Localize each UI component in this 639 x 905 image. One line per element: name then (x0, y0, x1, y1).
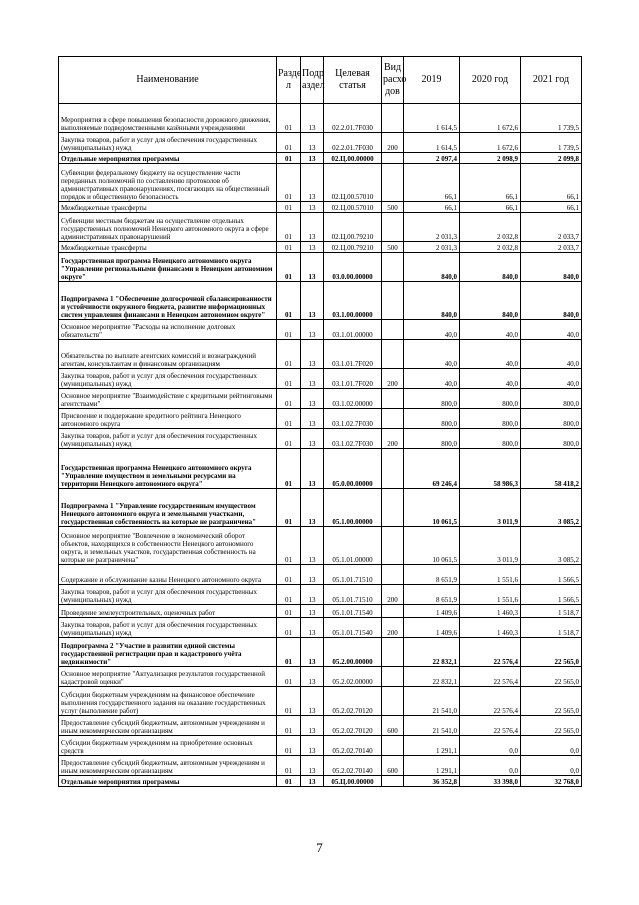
cell-expense-type (382, 638, 404, 667)
cell-2019: 1 614,5 (404, 133, 460, 153)
cell-2019: 22 832,1 (404, 667, 460, 687)
cell-subsection: 13 (301, 527, 324, 565)
cell-2020: 40,0 (460, 369, 521, 389)
cell-2020: 1 460,3 (460, 605, 521, 618)
table-row (59, 776, 582, 787)
cell-target: 05.1.01.71540 (324, 618, 382, 638)
cell-section: 01 (277, 409, 301, 429)
table-row (59, 736, 582, 756)
cell-name: Закупка товаров, работ и услуг для обеспечения государственных (муниципальных) нужд (59, 369, 277, 389)
cell-name: Межбюджетные трансферты (59, 242, 277, 253)
table-row (59, 164, 582, 202)
table-row (59, 618, 582, 638)
cell-2019: 2 031,3 (404, 242, 460, 253)
cell-section: 01 (277, 489, 301, 527)
cell-2021: 2 099,8 (521, 153, 582, 164)
table-row (59, 667, 582, 687)
cell-2019: 2 031,3 (404, 213, 460, 242)
cell-section: 01 (277, 389, 301, 409)
cell-expense-type: 200 (382, 585, 404, 605)
cell-subsection: 13 (301, 716, 324, 736)
cell-subsection: 13 (301, 253, 324, 282)
cell-subsection: 13 (301, 153, 324, 164)
cell-2021: 1 518,7 (521, 605, 582, 618)
cell-target: 03.1.02.7F030 (324, 409, 382, 429)
cell-2020: 2 098,9 (460, 153, 521, 164)
cell-2020: 22 576,4 (460, 716, 521, 736)
cell-section: 01 (277, 429, 301, 449)
cell-name: Основное мероприятие "Расходы на исполнение долговых обязательств" (59, 320, 277, 340)
cell-name: Подпрограмма 2 "Участие в развитии единой системы государственной регистрации прав и кадастрового учёта недвижимости" (59, 638, 277, 667)
cell-expense-type: 500 (382, 202, 404, 213)
cell-2020: 1 672,6 (460, 133, 521, 153)
cell-2021: 0,0 (521, 756, 582, 776)
cell-section: 01 (277, 340, 301, 369)
cell-section: 01 (277, 585, 301, 605)
cell-name: Основное мероприятие "Взаимодействие с кредитными рейтинговыми агентствами" (59, 389, 277, 409)
cell-2021: 1 739,5 (521, 104, 582, 133)
cell-2021: 22 565,0 (521, 667, 582, 687)
cell-expense-type: 200 (382, 618, 404, 638)
cell-expense-type: 200 (382, 369, 404, 389)
table-row (59, 489, 582, 527)
cell-target: 02.2.01.7F030 (324, 104, 382, 133)
cell-name: Межбюджетные трансферты (59, 202, 277, 213)
cell-name: Закупка товаров, работ и услуг для обеспечения государственных (муниципальных) нужд (59, 618, 277, 638)
cell-name: Основное мероприятие "Актуализация результатов государственной кадастровой оценки" (59, 667, 277, 687)
table-row (59, 389, 582, 409)
cell-2020: 58 986,3 (460, 449, 521, 489)
cell-2021: 40,0 (521, 369, 582, 389)
table-row (59, 565, 582, 585)
cell-subsection: 13 (301, 369, 324, 389)
cell-name: Подпрограмма 1 "Обеспечение долгосрочной сбалансированности и устойчивости окружного бюджета, развитие информационных систем управления финансами в Ненецком автономном округе" (59, 282, 277, 320)
cell-name: Закупка товаров, работ и услуг для обеспечения государственных (муниципальных) нужд (59, 585, 277, 605)
cell-name: Субсидии бюджетным учреждениям на приобретение основных средств (59, 736, 277, 756)
cell-target: 05.2.02.70140 (324, 756, 382, 776)
cell-name: Отдельные мероприятия программы (59, 153, 277, 164)
cell-subsection: 13 (301, 489, 324, 527)
cell-2019: 66,1 (404, 202, 460, 213)
table-row (59, 409, 582, 429)
table-row (59, 638, 582, 667)
cell-2021: 1 739,5 (521, 133, 582, 153)
header-expense-type: Вид расхо дов (382, 57, 404, 104)
cell-subsection: 13 (301, 756, 324, 776)
cell-name: Государственная программа Ненецкого автономного округа "Управление имуществом и земельными ресурсами на территории Ненецкого автономного округа" (59, 449, 277, 489)
cell-target: 02.Ц.00.57010 (324, 202, 382, 213)
cell-name: Закупка товаров, работ и услуг для обеспечения государственных (муниципальных) нужд (59, 133, 277, 153)
cell-target: 05.2.02.70120 (324, 716, 382, 736)
cell-2021: 3 085,2 (521, 527, 582, 565)
cell-expense-type (382, 389, 404, 409)
table-row (59, 213, 582, 242)
cell-2020: 22 576,4 (460, 667, 521, 687)
cell-name: Предоставление субсидий бюджетным, автономным учреждениям и иным некоммерческим организациям (59, 716, 277, 736)
cell-expense-type (382, 213, 404, 242)
cell-2020: 0,0 (460, 756, 521, 776)
cell-expense-type (382, 776, 404, 787)
cell-2019: 40,0 (404, 369, 460, 389)
cell-2019: 40,0 (404, 340, 460, 369)
cell-name: Субвенции федеральному бюджету на осуществление части переданных полномочий по составлению протоколов об административных правонарушениях, посягающих на общественный порядок и общественную безопасность (59, 164, 277, 202)
page-number: 7 (316, 840, 323, 855)
cell-subsection: 13 (301, 242, 324, 253)
cell-name: Субвенции местным бюджетам на осуществление отдельных государственных полномочий Ненецкого автономного округа в сфере административных правонарушений (59, 213, 277, 242)
cell-2020: 66,1 (460, 164, 521, 202)
cell-2020: 840,0 (460, 253, 521, 282)
cell-target: 05.1.01.00000 (324, 527, 382, 565)
cell-target: 03.1.02.7F030 (324, 429, 382, 449)
cell-name: Предоставление субсидий бюджетным, автономным учреждениям и иным некоммерческим организациям (59, 756, 277, 776)
cell-name: Обязательства по выплате агентских комиссий и вознаграждений агентам, консультантам и финансовым организациям (59, 340, 277, 369)
cell-2020: 1 551,6 (460, 565, 521, 585)
cell-2019: 40,0 (404, 320, 460, 340)
cell-name: Мероприятия в сфере повышения безопасности дорожного движения, выполняемые подведомственными казёнными учреждениями (59, 104, 277, 133)
cell-subsection: 13 (301, 389, 324, 409)
cell-name: Государственная программа Ненецкого автономного округа "Управление региональными финансами в Ненецком автономном округе" (59, 253, 277, 282)
cell-target: 05.2.02.00000 (324, 667, 382, 687)
cell-2019: 840,0 (404, 253, 460, 282)
cell-section: 01 (277, 687, 301, 716)
cell-2019: 840,0 (404, 282, 460, 320)
cell-2020: 33 398,0 (460, 776, 521, 787)
cell-2021: 40,0 (521, 320, 582, 340)
cell-2019: 2 097,4 (404, 153, 460, 164)
cell-section: 01 (277, 618, 301, 638)
cell-subsection: 13 (301, 409, 324, 429)
cell-name: Закупка товаров, работ и услуг для обеспечения государственных (муниципальных) нужд (59, 429, 277, 449)
table-row (59, 202, 582, 213)
table-row (59, 605, 582, 618)
table-row (59, 756, 582, 776)
cell-2021: 22 565,0 (521, 687, 582, 716)
cell-2021: 1 518,7 (521, 618, 582, 638)
header-subsection: Подр аздел (301, 57, 324, 104)
cell-2021: 22 565,0 (521, 716, 582, 736)
cell-2019: 1 291,1 (404, 756, 460, 776)
cell-target: 05.2.02.70140 (324, 736, 382, 756)
cell-section: 01 (277, 104, 301, 133)
cell-subsection: 13 (301, 282, 324, 320)
cell-subsection: 13 (301, 618, 324, 638)
cell-section: 01 (277, 756, 301, 776)
cell-section: 01 (277, 449, 301, 489)
cell-section: 01 (277, 565, 301, 585)
cell-section: 01 (277, 736, 301, 756)
cell-section: 01 (277, 320, 301, 340)
cell-section: 01 (277, 369, 301, 389)
cell-2021: 40,0 (521, 340, 582, 369)
cell-expense-type (382, 527, 404, 565)
cell-target: 05.Ц.00.00000 (324, 776, 382, 787)
table-row (59, 133, 582, 153)
cell-2019: 800,0 (404, 409, 460, 429)
cell-2019: 22 832,1 (404, 638, 460, 667)
cell-target: 03.1.01.00000 (324, 320, 382, 340)
cell-2021: 800,0 (521, 389, 582, 409)
table-row (59, 253, 582, 282)
header-2019: 2019 (404, 57, 460, 104)
cell-target: 02.Ц.00.79210 (324, 213, 382, 242)
cell-target: 02.Ц.00.79210 (324, 242, 382, 253)
cell-expense-type (382, 605, 404, 618)
cell-target: 03.0.00.00000 (324, 253, 382, 282)
cell-section: 01 (277, 776, 301, 787)
cell-target: 02.Ц.00.57010 (324, 164, 382, 202)
cell-2021: 0,0 (521, 736, 582, 756)
cell-section: 01 (277, 282, 301, 320)
cell-expense-type (382, 164, 404, 202)
cell-target: 03.1.00.00000 (324, 282, 382, 320)
cell-section: 01 (277, 253, 301, 282)
cell-2021: 3 085,2 (521, 489, 582, 527)
cell-section: 01 (277, 153, 301, 164)
cell-2021: 1 566,5 (521, 585, 582, 605)
cell-2021: 840,0 (521, 282, 582, 320)
cell-2020: 840,0 (460, 282, 521, 320)
table-row (59, 449, 582, 489)
cell-target: 03.1.01.7F020 (324, 369, 382, 389)
cell-subsection: 13 (301, 687, 324, 716)
cell-2019: 69 246,4 (404, 449, 460, 489)
header-target: Целевая статья (324, 57, 382, 104)
cell-expense-type (382, 687, 404, 716)
cell-section: 01 (277, 667, 301, 687)
cell-name: Субсидии бюджетным учреждениям на финансовое обеспечение выполнения государственного задания на оказание государственных услуг (выполнение работ) (59, 687, 277, 716)
header-2021: 2021 год (521, 57, 582, 104)
cell-2020: 0,0 (460, 736, 521, 756)
cell-2021: 1 566,5 (521, 565, 582, 585)
cell-subsection: 13 (301, 213, 324, 242)
cell-expense-type (382, 667, 404, 687)
header-2020: 2020 год (460, 57, 521, 104)
cell-subsection: 13 (301, 605, 324, 618)
table-body (59, 104, 582, 787)
cell-2019: 1 409,6 (404, 618, 460, 638)
cell-2020: 66,1 (460, 202, 521, 213)
cell-2019: 66,1 (404, 164, 460, 202)
cell-2020: 40,0 (460, 320, 521, 340)
cell-target: 02.2.01.7F030 (324, 133, 382, 153)
cell-target: 05.1.00.00000 (324, 489, 382, 527)
cell-2019: 800,0 (404, 429, 460, 449)
cell-expense-type: 500 (382, 242, 404, 253)
cell-section: 01 (277, 716, 301, 736)
cell-2021: 22 565,0 (521, 638, 582, 667)
cell-2021: 840,0 (521, 253, 582, 282)
cell-name: Основное мероприятие "Вовлечение в экономический оборот объектов, находящихся в собственности Ненецкого автономного округа, и земельных участков, государственная собственность на которые не разграничена" (59, 527, 277, 565)
cell-expense-type (382, 340, 404, 369)
cell-name: Отдельные мероприятия программы (59, 776, 277, 787)
cell-2021: 2 033,7 (521, 242, 582, 253)
table-row (59, 687, 582, 716)
cell-2020: 800,0 (460, 409, 521, 429)
cell-target: 05.2.02.70120 (324, 687, 382, 716)
cell-2021: 66,1 (521, 164, 582, 202)
cell-2020: 40,0 (460, 340, 521, 369)
table-row (59, 104, 582, 133)
cell-2019: 800,0 (404, 389, 460, 409)
cell-2019: 10 061,5 (404, 527, 460, 565)
cell-name: Присвоение и поддержание кредитного рейтинга Ненецкого автономного округа (59, 409, 277, 429)
cell-2020: 800,0 (460, 429, 521, 449)
cell-subsection: 13 (301, 449, 324, 489)
cell-target: 02.Ц.00.00000 (324, 153, 382, 164)
cell-2019: 1 409,6 (404, 605, 460, 618)
cell-name: Содержание и обслуживание казны Ненецкого автономного округа (59, 565, 277, 585)
cell-2021: 66,1 (521, 202, 582, 213)
cell-expense-type (382, 104, 404, 133)
cell-expense-type (382, 282, 404, 320)
cell-expense-type (382, 565, 404, 585)
table-row (59, 242, 582, 253)
cell-target: 03.1.01.7F020 (324, 340, 382, 369)
cell-2020: 2 032,8 (460, 242, 521, 253)
cell-expense-type (382, 409, 404, 429)
cell-subsection: 13 (301, 202, 324, 213)
table-row (59, 716, 582, 736)
cell-expense-type (382, 253, 404, 282)
cell-subsection: 13 (301, 133, 324, 153)
table-row (59, 282, 582, 320)
cell-expense-type (382, 153, 404, 164)
cell-2020: 1 460,3 (460, 618, 521, 638)
table-row (59, 153, 582, 164)
cell-2020: 3 011,9 (460, 527, 521, 565)
cell-expense-type (382, 736, 404, 756)
cell-expense-type: 200 (382, 133, 404, 153)
cell-subsection: 13 (301, 776, 324, 787)
cell-target: 05.2.00.00000 (324, 638, 382, 667)
table-row (59, 340, 582, 369)
cell-target: 05.0.00.00000 (324, 449, 382, 489)
cell-2019: 1 291,1 (404, 736, 460, 756)
cell-expense-type: 600 (382, 756, 404, 776)
cell-expense-type (382, 320, 404, 340)
table-header-row (59, 57, 582, 104)
cell-subsection: 13 (301, 320, 324, 340)
budget-table (58, 56, 582, 787)
cell-target: 03.1.02.00000 (324, 389, 382, 409)
cell-expense-type: 200 (382, 429, 404, 449)
cell-name: Подпрограмма 1 "Управление государственным имуществом Ненецкого автономного округа и земельными участками, государственная собственность на которые не разграничена" (59, 489, 277, 527)
cell-name: Проведение землеустроительных, оценочных работ (59, 605, 277, 618)
cell-2020: 800,0 (460, 389, 521, 409)
cell-2020: 22 576,4 (460, 638, 521, 667)
cell-target: 05.1.01.71540 (324, 605, 382, 618)
cell-2021: 58 418,2 (521, 449, 582, 489)
cell-2019: 36 352,8 (404, 776, 460, 787)
cell-2021: 800,0 (521, 409, 582, 429)
cell-2020: 1 551,6 (460, 585, 521, 605)
cell-subsection: 13 (301, 164, 324, 202)
cell-subsection: 13 (301, 667, 324, 687)
cell-section: 01 (277, 527, 301, 565)
cell-expense-type: 600 (382, 716, 404, 736)
cell-2019: 21 541,0 (404, 716, 460, 736)
cell-2020: 3 011,9 (460, 489, 521, 527)
cell-section: 01 (277, 605, 301, 618)
cell-2019: 21 541,0 (404, 687, 460, 716)
cell-section: 01 (277, 638, 301, 667)
cell-2021: 2 033,7 (521, 213, 582, 242)
header-section: Разде л (277, 57, 301, 104)
table-row (59, 527, 582, 565)
cell-subsection: 13 (301, 340, 324, 369)
header-name: Наименование (59, 57, 277, 104)
cell-subsection: 13 (301, 565, 324, 585)
cell-target: 05.1.01.71510 (324, 565, 382, 585)
cell-expense-type (382, 449, 404, 489)
cell-2021: 800,0 (521, 429, 582, 449)
cell-2019: 10 061,5 (404, 489, 460, 527)
cell-subsection: 13 (301, 638, 324, 667)
table-row (59, 429, 582, 449)
cell-subsection: 13 (301, 429, 324, 449)
cell-section: 01 (277, 202, 301, 213)
cell-subsection: 13 (301, 585, 324, 605)
cell-2021: 32 768,0 (521, 776, 582, 787)
cell-section: 01 (277, 213, 301, 242)
cell-2020: 1 672,6 (460, 104, 521, 133)
table-row (59, 585, 582, 605)
cell-2019: 1 614,5 (404, 104, 460, 133)
cell-section: 01 (277, 133, 301, 153)
cell-2019: 8 651,9 (404, 585, 460, 605)
table-row (59, 320, 582, 340)
cell-target: 05.1.01.71510 (324, 585, 382, 605)
cell-section: 01 (277, 242, 301, 253)
cell-section: 01 (277, 164, 301, 202)
cell-subsection: 13 (301, 736, 324, 756)
cell-subsection: 13 (301, 104, 324, 133)
cell-expense-type (382, 489, 404, 527)
cell-2020: 22 576,4 (460, 687, 521, 716)
cell-2020: 2 032,8 (460, 213, 521, 242)
table-row (59, 369, 582, 389)
cell-2019: 8 651,9 (404, 565, 460, 585)
